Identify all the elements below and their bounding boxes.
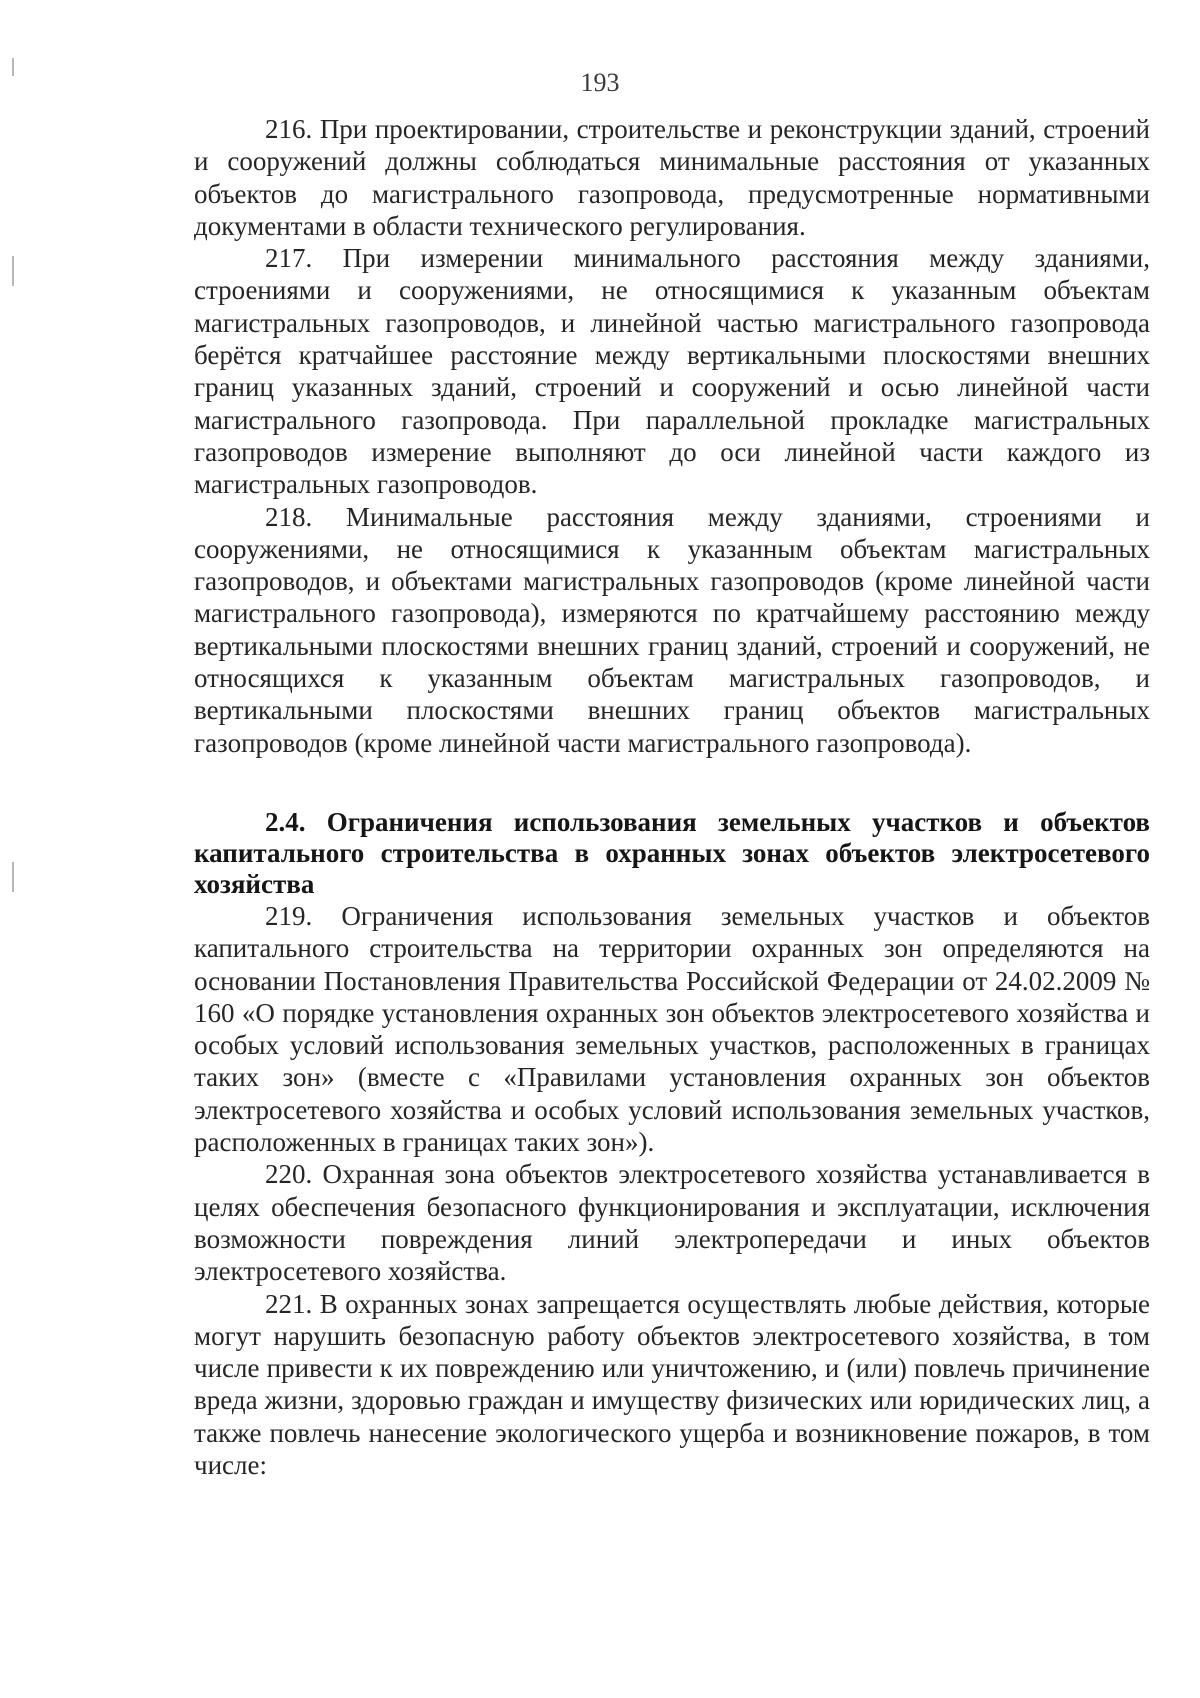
paragraph-219: 219. Ограничения использования земельных участков и объектов капитального строительства на территории охранных зон определяются на основании Постановления Правительства Российской Федерации от 24.02.2009 № 160 «О порядке установления охранных зон объектов электросетевого хозяйства и особых условий использования земельных участков, расположенных в границах таких зон» (вместе с «Правилами установления охранных зон объектов электросетевого хозяйства и особых условий использования земельных участков, расположенных в границах таких зон»). xyxy=(194,900,1150,1158)
document-body xyxy=(194,113,1150,1481)
scan-edge-mark xyxy=(12,256,14,286)
paragraph-217: 217. При измерении минимального расстояния между зданиями, строениями и сооружениями, не относящимися к указанным объектам магистральных газопроводов, и линейной частью магистрального газопровода берётся кратчайшее расстояние между вертикальными плоскостями внешних границ указанных зданий, строений и сооружений и осью линейной части магистрального газопровода. При параллельной прокладке магистральных газопроводов измерение выполняют до оси линейной части каждого из магистральных газопроводов. xyxy=(194,243,1150,500)
scan-edge-mark xyxy=(12,862,14,892)
section-heading: 2.4. Ограничения использования земельных участков и объектов капитального строительства в охранных зонах объектов электросетевого хозяйства xyxy=(194,806,1150,899)
paragraph-220: 220. Охранная зона объектов электросетевого хозяйства устанавливается в целях обеспечения безопасного функционирования и эксплуатации, исключения возможности повреждения линий электропередачи и иных объектов электросетевого хозяйства. xyxy=(194,1159,1150,1287)
paragraph-218: 218. Минимальные расстояния между зданиями, строениями и сооружениями, не относящимися к указанным объектам магистральных газопроводов, и объектами магистральных газопроводов (кроме линейной части магистрального газопровода), измеряются по кратчайшему расстоянию между вертикальными плоскостями внешних границ зданий, строений и сооружений, не относящихся к указанным объектам магистральных газопроводов, и вертикальными плоскостями внешних границ объектов магистральных газопроводов (кроме линейной части магистрального газопровода). xyxy=(194,501,1150,758)
paragraph-216: 216. При проектировании, строительстве и реконструкции зданий, строений и сооружений должны соблюдаться минимальные расстояния от указанных объектов до магистрального газопровода, предусмотренные нормативными документами в области технического регулирования. xyxy=(194,114,1150,241)
paragraph-221: 221. В охранных зонах запрещается осуществлять любые действия, которые могут нарушить безопасную работу объектов электросетевого хозяйства, в том числе привести к их повреждению или уничтожению, и (или) повлечь причинение вреда жизни, здоровью граждан и имуществу физических или юридических лиц, а также повлечь нанесение экологического ущерба и возникновение пожаров, в том числе: xyxy=(194,1288,1150,1480)
page-number: 193 xyxy=(580,68,620,97)
